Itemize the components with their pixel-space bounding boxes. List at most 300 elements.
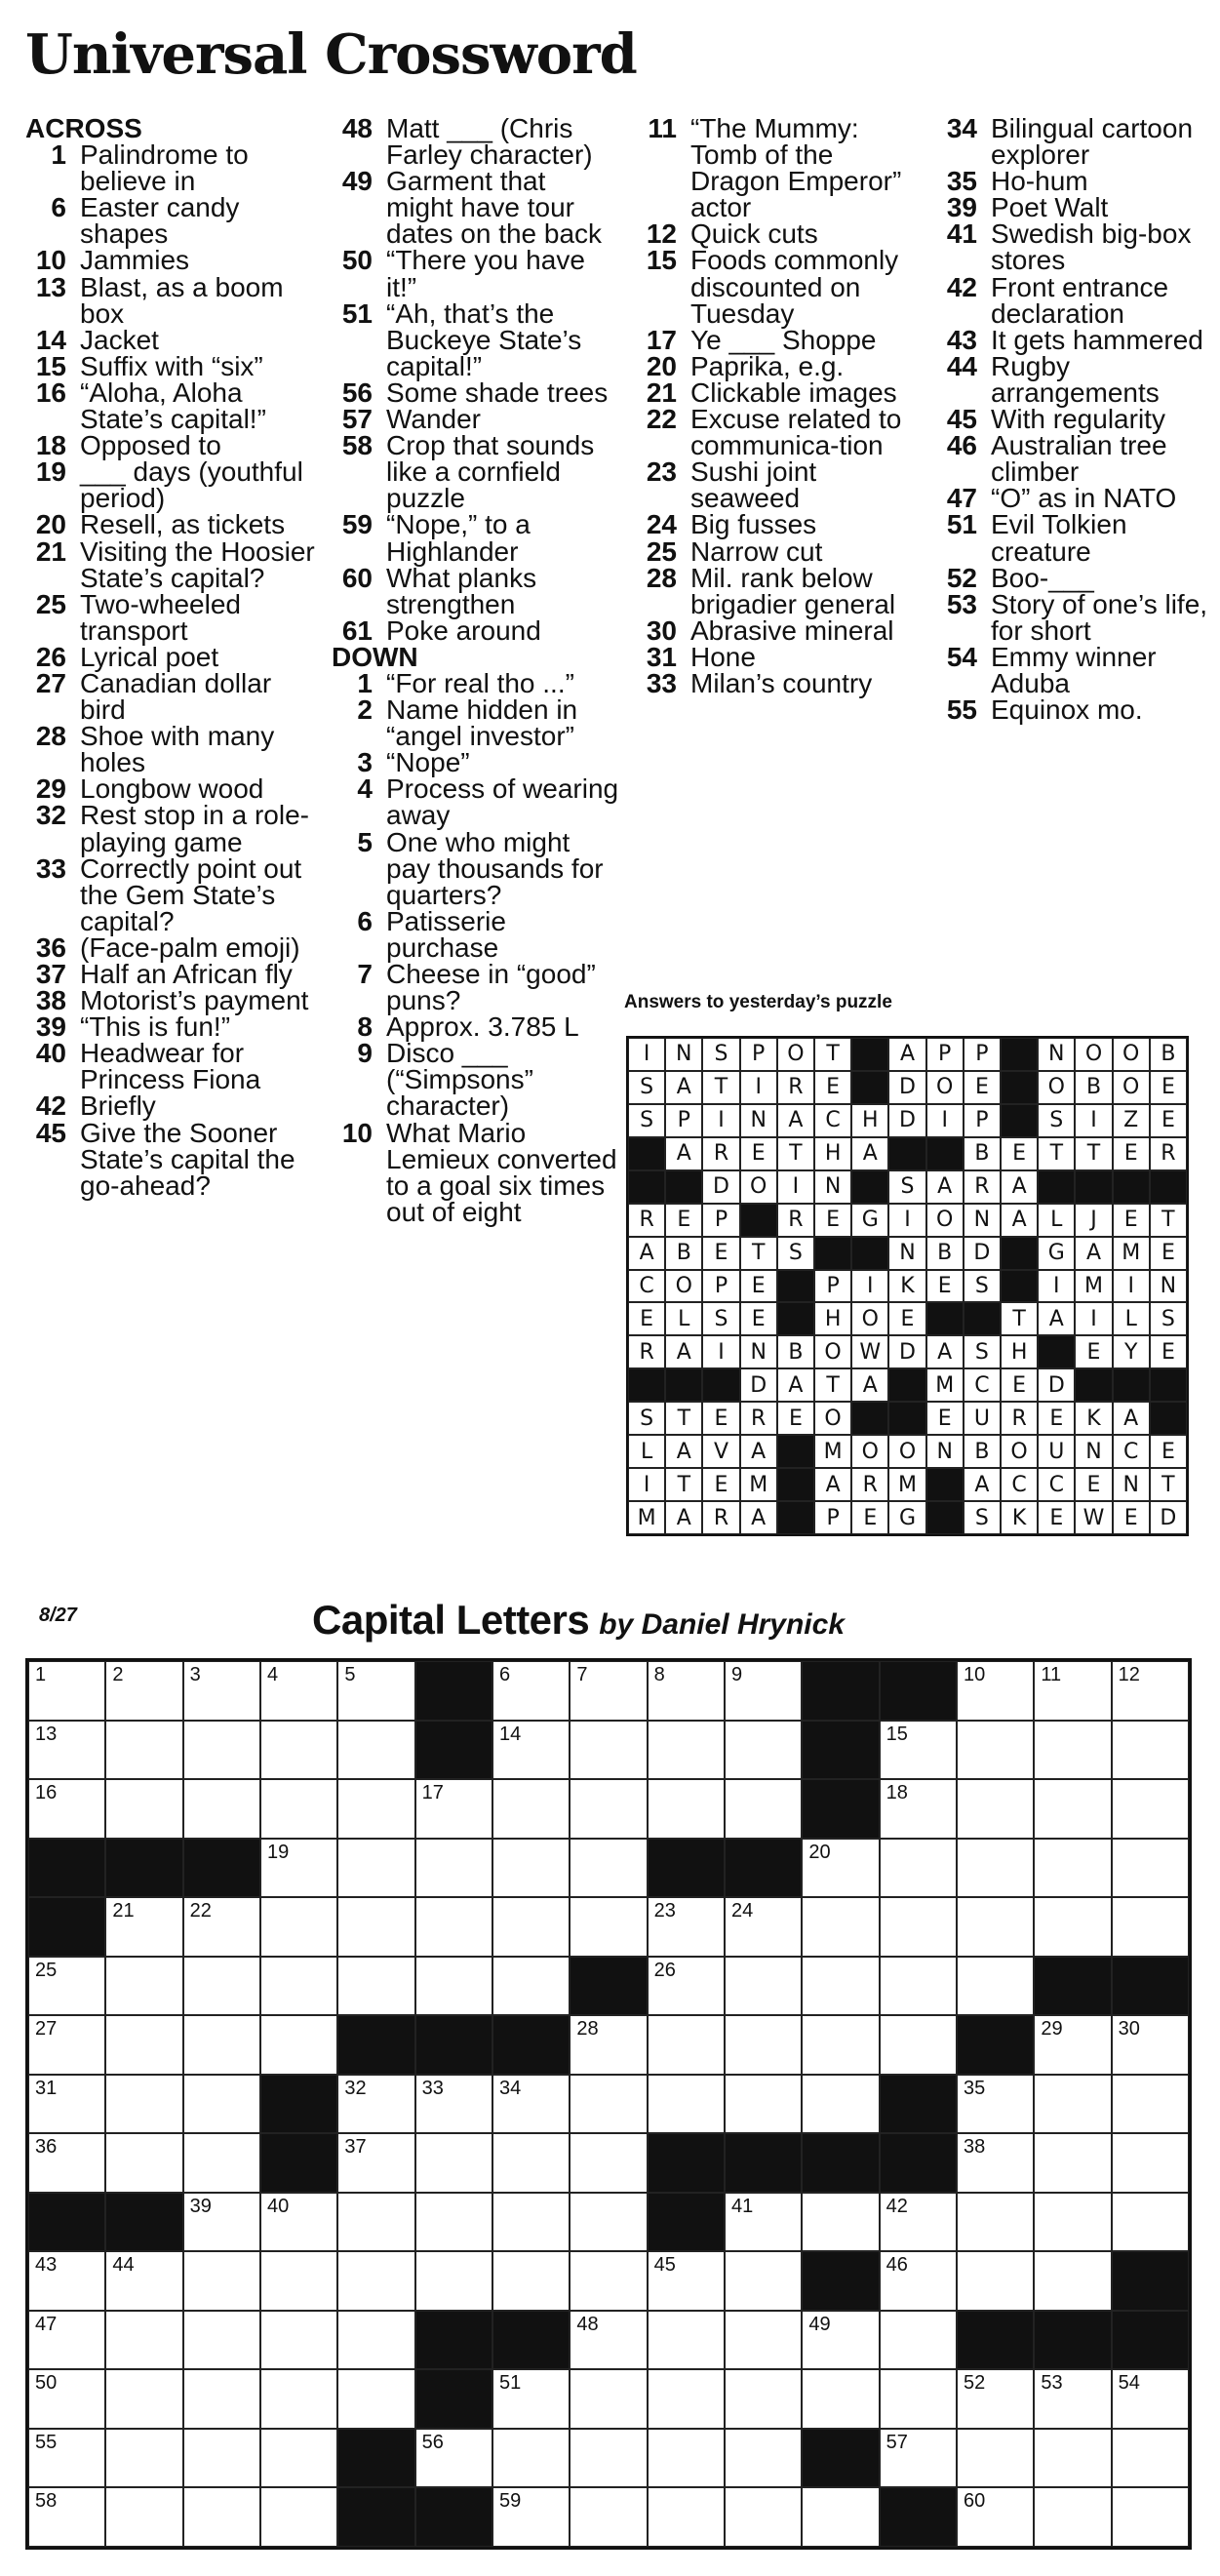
answer-letter: P	[702, 1204, 739, 1237]
answer-letter: I	[1075, 1104, 1112, 1137]
grid-cell[interactable]	[183, 1897, 260, 1957]
grid-cell[interactable]	[492, 2193, 570, 2252]
grid-cell[interactable]	[492, 1897, 570, 1957]
grid-cell[interactable]	[415, 1957, 492, 2016]
grid-cell[interactable]	[880, 1721, 957, 1780]
grid-cell[interactable]	[1112, 1661, 1189, 1721]
grid-cell[interactable]	[648, 2075, 725, 2134]
answer-letter: E	[1038, 1402, 1075, 1435]
grid-cell[interactable]	[880, 1957, 957, 2016]
grid-cell[interactable]	[725, 2369, 802, 2429]
grid-cell[interactable]	[105, 2487, 182, 2547]
grid-cell[interactable]	[880, 2015, 957, 2075]
grid-cell[interactable]	[260, 2369, 337, 2429]
clue-text: What planks strengthen	[386, 562, 537, 619]
black-square	[415, 1661, 492, 1721]
grid-cell[interactable]	[337, 2311, 414, 2370]
grid-cell[interactable]	[1112, 2015, 1189, 2075]
grid-cell[interactable]	[183, 1721, 260, 1780]
grid-cell[interactable]	[105, 1661, 182, 1721]
cell-number: 55	[35, 2431, 58, 2453]
grid-cell[interactable]	[492, 1957, 570, 2016]
clue-number: 2	[357, 694, 373, 726]
black-square	[183, 1839, 260, 1898]
grid-cell[interactable]	[1112, 1897, 1189, 1957]
grid-cell[interactable]	[725, 1661, 802, 1721]
grid-cell[interactable]	[415, 2429, 492, 2488]
grid-cell[interactable]	[957, 2075, 1034, 2134]
grid-cell[interactable]	[260, 2429, 337, 2488]
clue-text: Ho-hum	[991, 166, 1088, 197]
grid-cell[interactable]	[1034, 2193, 1111, 2252]
answer-letter: E	[1075, 1468, 1112, 1501]
grid-cell[interactable]	[337, 1779, 414, 1839]
clue-number: 4	[357, 773, 373, 805]
grid-cell[interactable]	[648, 1779, 725, 1839]
grid-cell[interactable]	[1112, 2133, 1189, 2193]
clue-text: Briefly	[80, 1090, 156, 1122]
grid-cell[interactable]	[957, 2429, 1034, 2488]
grid-cell[interactable]	[492, 1661, 570, 1721]
down-clue	[636, 113, 928, 223]
clue-number: 10	[341, 1117, 373, 1148]
answer-letter: A	[665, 1435, 702, 1468]
grid-cell[interactable]	[28, 2133, 105, 2193]
answer-letter: I	[851, 1270, 888, 1303]
grid-cell[interactable]	[802, 2015, 879, 2075]
down-clue	[332, 826, 619, 910]
answer-letter: E	[1150, 1435, 1187, 1468]
grid-cell[interactable]	[492, 1779, 570, 1839]
grid-cell[interactable]	[648, 2251, 725, 2311]
grid-cell[interactable]	[570, 2251, 647, 2311]
cell-number: 41	[731, 2195, 754, 2217]
grid-cell[interactable]	[1112, 2487, 1189, 2547]
grid-cell[interactable]	[337, 1839, 414, 1898]
answer-letter: I	[777, 1170, 814, 1204]
grid-cell[interactable]	[260, 1661, 337, 1721]
grid-cell[interactable]	[1034, 1661, 1111, 1721]
grid-cell[interactable]	[1034, 1897, 1111, 1957]
clue-text: (Face-palm emoji)	[80, 931, 300, 963]
grid-cell[interactable]	[1034, 2015, 1111, 2075]
grid-cell[interactable]	[1034, 1779, 1111, 1839]
grid-cell[interactable]	[183, 2015, 260, 2075]
grid-cell[interactable]	[880, 2369, 957, 2429]
grid-cell[interactable]	[957, 1839, 1034, 1898]
grid-cell[interactable]	[183, 1661, 260, 1721]
grid-cell[interactable]	[337, 2193, 414, 2252]
cell-number: 20	[808, 1841, 831, 1863]
answer-letter: O	[777, 1038, 814, 1071]
down-clue	[332, 905, 619, 963]
clue-number: 56	[341, 376, 373, 408]
black-square	[492, 2015, 570, 2075]
grid-cell[interactable]	[570, 2075, 647, 2134]
answer-letter: S	[888, 1170, 925, 1204]
grid-cell[interactable]	[570, 2193, 647, 2252]
down-clue	[936, 166, 1217, 197]
answer-letter: I	[740, 1071, 777, 1104]
answer-letter: M	[1113, 1237, 1150, 1270]
answer-letter: U	[1038, 1435, 1075, 1468]
clue-text: “For real tho ...”	[386, 667, 574, 698]
grid-cell[interactable]	[570, 2429, 647, 2488]
clue-number: 51	[341, 297, 373, 329]
clue-text: “The Mummy: Tomb of the Dragon Emperor” actor	[690, 113, 902, 223]
grid-cell[interactable]	[492, 2133, 570, 2193]
clue-number: 28	[35, 721, 66, 752]
answer-letter: C	[1001, 1468, 1038, 1501]
down-heading: DOWN	[332, 641, 418, 672]
grid-cell[interactable]	[570, 1661, 647, 1721]
clue-text: Rest stop in a role-playing game	[80, 800, 309, 857]
cell-number: 14	[499, 1723, 522, 1745]
answer-letter: L	[1038, 1204, 1075, 1237]
answer-letter: R	[628, 1204, 665, 1237]
grid-cell[interactable]	[725, 2193, 802, 2252]
grid-cell[interactable]	[183, 2193, 260, 2252]
clue-number: 37	[35, 959, 66, 989]
grid-cell[interactable]	[183, 2133, 260, 2193]
grid-cell[interactable]	[725, 2251, 802, 2311]
grid-cell[interactable]	[570, 2133, 647, 2193]
answer-letter: N	[665, 1038, 702, 1071]
grid-cell[interactable]	[957, 1661, 1034, 1721]
puzzle-byline: by Daniel Hrynick	[599, 1608, 846, 1641]
grid-cell[interactable]	[648, 2369, 725, 2429]
grid-cell[interactable]	[957, 1721, 1034, 1780]
grid-cell[interactable]	[1034, 2133, 1111, 2193]
cell-number: 47	[35, 2313, 58, 2335]
grid-cell[interactable]	[725, 2487, 802, 2547]
grid-cell[interactable]	[28, 2075, 105, 2134]
grid-cell[interactable]	[1112, 1779, 1189, 1839]
clue-text: Swedish big-box stores	[991, 218, 1192, 276]
grid-cell[interactable]	[1112, 1839, 1189, 1898]
grid-cell[interactable]	[492, 2369, 570, 2429]
grid-cell[interactable]	[28, 1661, 105, 1721]
puzzle-title: Capital Letters	[312, 1597, 590, 1643]
grid-cell[interactable]	[260, 2193, 337, 2252]
grid-cell[interactable]	[1034, 1839, 1111, 1898]
answer-letter: O	[851, 1302, 888, 1335]
grid-cell[interactable]	[183, 2487, 260, 2547]
answer-letter: D	[888, 1071, 925, 1104]
clue-text: “Ah, that’s the Buckeye State’s capital!”	[386, 297, 582, 381]
grid-cell[interactable]	[105, 1897, 182, 1957]
grid-cell[interactable]	[1112, 2429, 1189, 2488]
clue-text: Bilingual cartoon explorer	[991, 113, 1194, 171]
grid-cell[interactable]	[802, 1957, 879, 2016]
grid-cell[interactable]	[802, 2487, 879, 2547]
grid-cell[interactable]	[648, 2429, 725, 2488]
grid-cell[interactable]	[1112, 2075, 1189, 2134]
grid-cell[interactable]	[415, 1897, 492, 1957]
grid-cell[interactable]	[880, 2429, 957, 2488]
answer-letter: K	[1001, 1501, 1038, 1534]
across-clue	[332, 614, 619, 646]
grid-cell[interactable]	[570, 1779, 647, 1839]
grid-cell[interactable]	[337, 1661, 414, 1721]
grid-cell[interactable]	[570, 1897, 647, 1957]
grid-cell[interactable]	[957, 1779, 1034, 1839]
grid-cell[interactable]	[337, 2133, 414, 2193]
grid-cell[interactable]	[648, 1661, 725, 1721]
grid-cell[interactable]	[415, 1779, 492, 1839]
answer-letter: T	[1075, 1137, 1112, 1170]
grid-cell[interactable]	[1034, 2369, 1111, 2429]
clue-text: Quick cuts	[690, 218, 818, 250]
across-clue	[332, 404, 619, 435]
grid-cell[interactable]	[105, 2015, 182, 2075]
clue-number: 6	[51, 192, 66, 223]
answer-letter: Y	[1113, 1335, 1150, 1368]
grid-cell[interactable]	[957, 2133, 1034, 2193]
answer-letter: E	[740, 1137, 777, 1170]
answer-black-square	[851, 1038, 888, 1071]
grid-cell[interactable]	[492, 2487, 570, 2547]
grid-cell[interactable]	[415, 2193, 492, 2252]
grid-cell[interactable]	[1034, 2251, 1111, 2311]
clue-text: Abrasive mineral	[690, 614, 894, 646]
grid-cell[interactable]	[648, 1957, 725, 2016]
grid-cell[interactable]	[183, 1779, 260, 1839]
answer-letter: B	[1075, 1071, 1112, 1104]
grid-cell[interactable]	[880, 2311, 957, 2370]
answer-letter: M	[814, 1435, 851, 1468]
black-square	[880, 2133, 957, 2193]
clue-number: 47	[946, 483, 977, 514]
grid-cell[interactable]	[492, 2075, 570, 2134]
clue-text: “O” as in NATO	[991, 483, 1177, 514]
grid-cell[interactable]	[28, 1779, 105, 1839]
grid-cell[interactable]	[1034, 1721, 1111, 1780]
grid-cell[interactable]	[337, 1957, 414, 2016]
grid-cell[interactable]	[105, 2133, 182, 2193]
grid-cell[interactable]	[957, 2193, 1034, 2252]
grid-cell[interactable]	[1112, 2193, 1189, 2252]
answer-black-square	[814, 1237, 851, 1270]
grid-cell[interactable]	[802, 2311, 879, 2370]
grid-cell[interactable]	[725, 1897, 802, 1957]
answer-letter: C	[1113, 1435, 1150, 1468]
answer-black-square	[665, 1368, 702, 1402]
grid-cell[interactable]	[880, 2251, 957, 2311]
grid-cell[interactable]	[28, 2369, 105, 2429]
grid-cell[interactable]	[260, 1957, 337, 2016]
grid-cell[interactable]	[337, 2251, 414, 2311]
black-square	[337, 2429, 414, 2488]
clue-text: Poke around	[386, 614, 541, 646]
grid-cell[interactable]	[802, 1897, 879, 1957]
grid-cell[interactable]	[570, 1721, 647, 1780]
grid-cell[interactable]	[880, 1839, 957, 1898]
answer-letter: R	[851, 1468, 888, 1501]
clue-text: Process of wearing away	[386, 773, 619, 831]
grid-cell[interactable]	[648, 2487, 725, 2547]
grid-cell[interactable]	[337, 1721, 414, 1780]
answer-letter: T	[665, 1468, 702, 1501]
grid-cell[interactable]	[648, 2311, 725, 2370]
grid-cell[interactable]	[1112, 2369, 1189, 2429]
grid-cell[interactable]	[802, 1839, 879, 1898]
grid-cell[interactable]	[957, 2369, 1034, 2429]
grid-cell[interactable]	[105, 2429, 182, 2488]
grid-cell[interactable]	[725, 1721, 802, 1780]
grid-cell[interactable]	[260, 1721, 337, 1780]
clue-text: Opposed to	[80, 430, 221, 461]
grid-cell[interactable]	[260, 1779, 337, 1839]
grid-cell[interactable]	[260, 2251, 337, 2311]
grid-cell[interactable]	[28, 2251, 105, 2311]
down-clue	[332, 959, 619, 1016]
black-square	[648, 1839, 725, 1898]
grid-cell[interactable]	[725, 2015, 802, 2075]
grid-cell[interactable]	[183, 2369, 260, 2429]
down-clue	[936, 271, 1217, 329]
grid-cell[interactable]	[260, 2015, 337, 2075]
grid-cell[interactable]	[105, 2251, 182, 2311]
clue-text: Emmy winner Aduba	[991, 641, 1157, 698]
grid-cell[interactable]	[183, 1957, 260, 2016]
grid-cell[interactable]	[648, 1721, 725, 1780]
across-clue	[25, 961, 318, 987]
grid-cell[interactable]	[260, 2311, 337, 2370]
grid-cell[interactable]	[648, 2015, 725, 2075]
grid-cell[interactable]	[492, 2251, 570, 2311]
clue-text: Approx. 3.785 L	[386, 1011, 579, 1043]
grid-cell[interactable]	[802, 2075, 879, 2134]
grid-cell[interactable]	[957, 2251, 1034, 2311]
grid-cell[interactable]	[260, 1897, 337, 1957]
grid-cell[interactable]	[337, 2075, 414, 2134]
grid-cell[interactable]	[725, 1779, 802, 1839]
grid-cell[interactable]	[415, 2251, 492, 2311]
answer-black-square	[1150, 1170, 1187, 1204]
clue-number: 9	[357, 1038, 373, 1069]
grid-cell[interactable]	[415, 1839, 492, 1898]
grid-cell[interactable]	[570, 2015, 647, 2075]
grid-cell[interactable]	[1112, 1721, 1189, 1780]
answer-letter: W	[851, 1335, 888, 1368]
grid-cell[interactable]	[415, 2133, 492, 2193]
grid-cell[interactable]	[28, 2311, 105, 2370]
cell-number: 57	[885, 2431, 908, 2453]
grid-cell[interactable]	[28, 2487, 105, 2547]
down-clue	[636, 667, 928, 698]
grid-cell[interactable]	[880, 1897, 957, 1957]
grid-cell[interactable]	[183, 2311, 260, 2370]
grid-cell[interactable]	[28, 1957, 105, 2016]
across-clue	[25, 535, 318, 593]
grid-cell[interactable]	[802, 2369, 879, 2429]
black-square	[1112, 2251, 1189, 2311]
grid-cell[interactable]	[28, 2429, 105, 2488]
grid-cell[interactable]	[183, 2075, 260, 2134]
grid-cell[interactable]	[957, 2487, 1034, 2547]
down-clue	[636, 509, 928, 540]
grid-cell[interactable]	[957, 1897, 1034, 1957]
grid-cell[interactable]	[183, 2429, 260, 2488]
grid-cell[interactable]	[492, 1721, 570, 1780]
grid-cell[interactable]	[725, 2429, 802, 2488]
grid-cell[interactable]	[1034, 2075, 1111, 2134]
down-clue	[936, 562, 1217, 593]
clue-number: 33	[646, 667, 677, 698]
grid-cell[interactable]	[260, 2487, 337, 2547]
black-square	[802, 2251, 879, 2311]
black-square	[802, 1779, 879, 1839]
grid-cell[interactable]	[957, 1957, 1034, 2016]
cell-number: 56	[421, 2431, 444, 2453]
grid-cell[interactable]	[725, 1957, 802, 2016]
grid-cell[interactable]	[725, 2311, 802, 2370]
clue-text: Some shade trees	[386, 376, 609, 408]
grid-cell[interactable]	[570, 1839, 647, 1898]
black-square	[802, 1661, 879, 1721]
clue-text: “This is fun!”	[80, 1011, 231, 1043]
grid-cell[interactable]	[337, 1897, 414, 1957]
clue-text: Motorist’s payment	[80, 985, 309, 1016]
grid-cell[interactable]	[570, 2369, 647, 2429]
grid-cell[interactable]	[880, 1779, 957, 1839]
grid-cell[interactable]	[802, 2193, 879, 2252]
grid-cell[interactable]	[105, 2311, 182, 2370]
grid-cell[interactable]	[28, 2015, 105, 2075]
grid-cell[interactable]	[105, 2075, 182, 2134]
grid-cell[interactable]	[880, 2193, 957, 2252]
grid-cell[interactable]	[105, 1721, 182, 1780]
grid-cell[interactable]	[105, 1779, 182, 1839]
grid-cell[interactable]	[337, 2369, 414, 2429]
clue-column-1	[25, 115, 318, 1199]
across-clue	[25, 192, 318, 250]
grid-cell[interactable]	[570, 2487, 647, 2547]
black-square	[415, 2487, 492, 2547]
cell-number: 34	[499, 2077, 522, 2099]
cell-number: 31	[35, 2077, 58, 2099]
answer-letter: P	[814, 1501, 851, 1534]
cell-number: 19	[267, 1841, 290, 1863]
grid-cell[interactable]	[648, 1897, 725, 1957]
grid-cell[interactable]	[570, 2311, 647, 2370]
grid-cell[interactable]	[183, 2251, 260, 2311]
answer-letter: E	[1113, 1501, 1150, 1534]
clue-text: Garment that might have tour dates on the back	[386, 166, 603, 250]
answer-letter: E	[814, 1204, 851, 1237]
down-clue	[332, 773, 619, 831]
grid-cell[interactable]	[105, 1957, 182, 2016]
grid-cell[interactable]	[28, 1721, 105, 1780]
grid-cell[interactable]	[1034, 2429, 1111, 2488]
across-clue	[25, 667, 318, 726]
grid-cell[interactable]	[492, 1839, 570, 1898]
grid-cell[interactable]	[415, 2075, 492, 2134]
grid-cell[interactable]	[725, 2075, 802, 2134]
grid-cell[interactable]	[260, 1839, 337, 1898]
answer-letter: E	[814, 1071, 851, 1104]
cell-number: 32	[344, 2077, 367, 2099]
clue-number: 26	[35, 641, 66, 672]
grid-cell[interactable]	[105, 2369, 182, 2429]
black-square	[570, 1957, 647, 2016]
clue-number: 53	[946, 588, 977, 619]
grid-cell[interactable]	[1034, 2487, 1111, 2547]
grid-cell[interactable]	[492, 2429, 570, 2488]
answer-letter: T	[814, 1368, 851, 1402]
answer-letter: E	[964, 1071, 1001, 1104]
